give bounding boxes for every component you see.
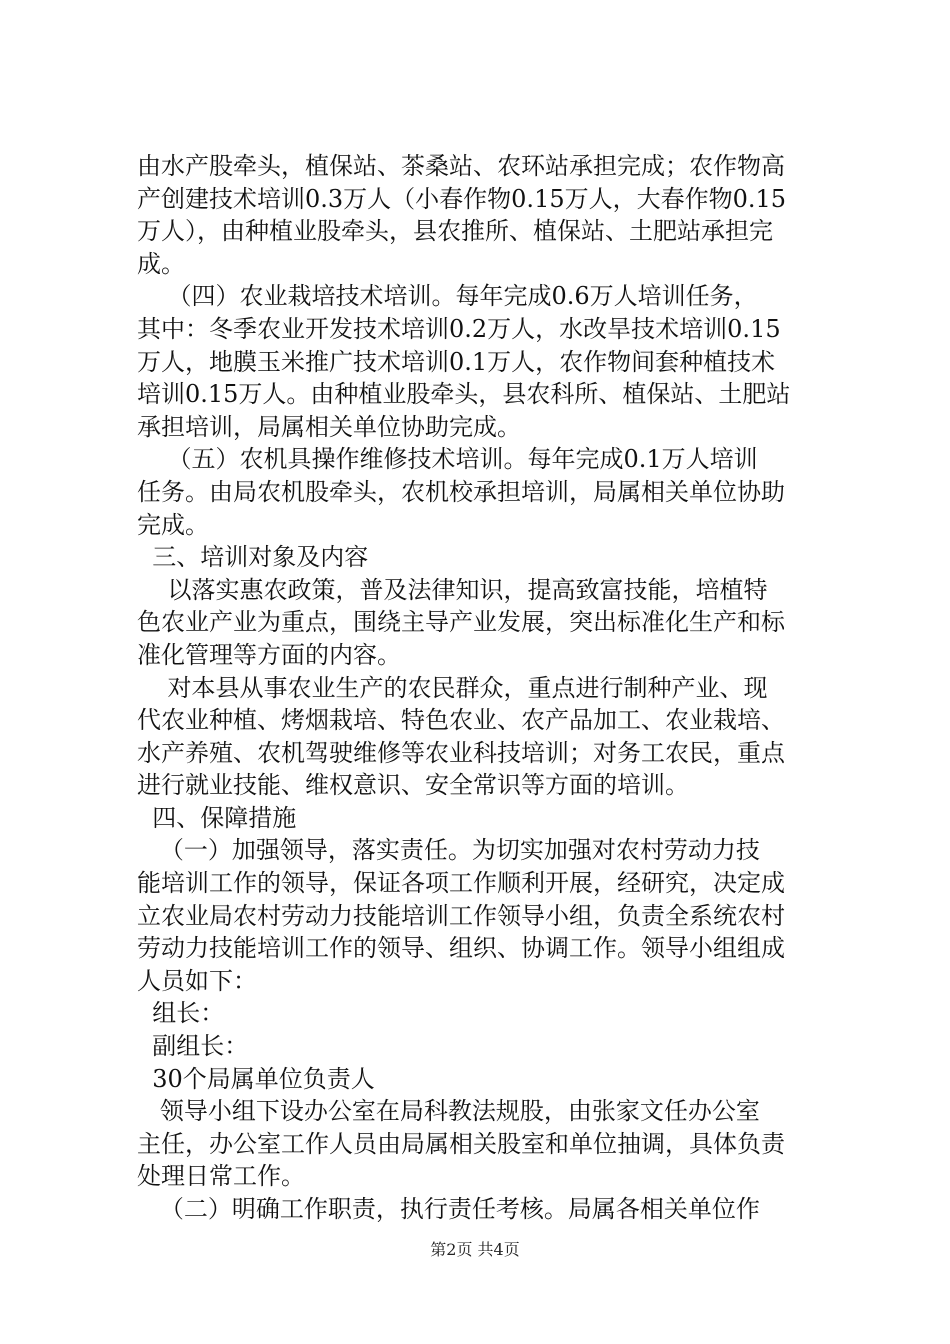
- text-line: 万人，地膜玉米推广技术培训0.1万人，农作物间套种植技术: [137, 347, 776, 376]
- page-footer: 第2页 共4页: [430, 1240, 520, 1259]
- text-line: （一）加强领导，落实责任。为切实加强对农村劳动力技: [137, 836, 760, 865]
- text-line: 劳动力技能培训工作的领导、组织、协调工作。领导小组组成: [137, 934, 785, 963]
- text-line: 完成。: [137, 510, 209, 539]
- text-line: 承担培训，局属相关单位协助完成。: [137, 412, 521, 441]
- text-line: 水产养殖、农机驾驶维修等农业科技培训；对务工农民，重点: [137, 738, 785, 767]
- text-line: 由水产股牵头，植保站、茶桑站、农环站承担完成；农作物高: [137, 152, 785, 180]
- text-line: （二）明确工作职责，执行责任考核。局属各相关单位作: [137, 1195, 760, 1223]
- body-text: [137, 150, 837, 1226]
- text-line: 处理日常工作。: [137, 1162, 305, 1191]
- text-line: 组长：: [137, 999, 225, 1028]
- text-line: 领导小组下设办公室在局科教法规股，由张家文任办公室: [137, 1097, 760, 1126]
- text-line: 其中：冬季农业开发技术培训0.2万人，水改旱技术培训0.15: [137, 314, 781, 343]
- text-line: 立农业局农村劳动力技能培训工作领导小组，负责全系统农村: [137, 901, 785, 930]
- text-line: 准化管理等方面的内容。: [137, 640, 401, 669]
- text-line: 进行就业技能、维权意识、安全常识等方面的培训。: [137, 771, 689, 800]
- text-line: 成。: [137, 249, 185, 278]
- text-line: 以落实惠农政策，普及法律知识，提高致富技能，培植特: [137, 575, 768, 604]
- text-line: 万人），由种植业股牵头，县农推所、植保站、土肥站承担完: [137, 217, 773, 246]
- text-line: （四）农业栽培技术培训。每年完成0.6万人培训任务，: [137, 282, 758, 311]
- text-line: 30个局属单位负责人: [137, 1064, 375, 1093]
- text-line: 对本县从事农业生产的农民群众，重点进行制种产业、现: [137, 673, 768, 702]
- text-line: 主任，办公室工作人员由局属相关股室和单位抽调，具体负责: [137, 1129, 785, 1158]
- text-line: 任务。由局农机股牵头，农机校承担培训，局属相关单位协助: [137, 477, 785, 506]
- section-heading: 三、培训对象及内容: [137, 543, 369, 572]
- text-line: 人员如下：: [137, 966, 257, 995]
- text-line: 副组长：: [137, 1032, 249, 1061]
- text-line: 代农业种植、烤烟栽培、特色农业、农产品加工、农业栽培、: [137, 706, 785, 735]
- text-line: （五）农机具操作维修技术培训。每年完成0.1万人培训: [137, 445, 758, 474]
- text-line: 色农业产业为重点，围绕主导产业发展，突出标准化生产和标: [137, 608, 785, 637]
- section-heading: 四、保障措施: [137, 803, 297, 832]
- text-line: 能培训工作的领导，保证各项工作顺利开展，经研究，决定成: [137, 869, 785, 898]
- text-line: 培训0.15万人。由种植业股牵头，县农科所、植保站、土肥站: [137, 380, 791, 409]
- text-line: 产创建技术培训0.3万人（小春作物0.15万人，大春作物0.15: [137, 184, 787, 213]
